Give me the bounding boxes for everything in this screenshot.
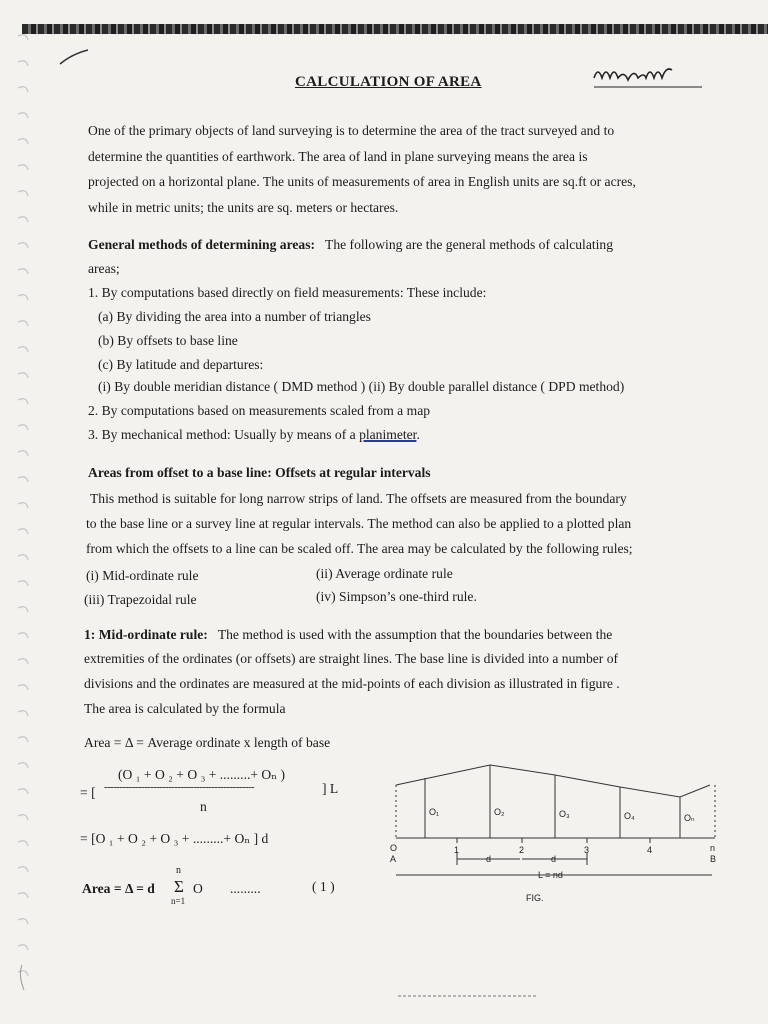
page-title: CALCULATION OF AREA [295,74,482,90]
method-item-3-text: 3. By mechanical method: Usually by means of a [88,427,360,442]
rule-trapezoidal: (iii) Trapezoidal rule [84,592,197,607]
offsets-heading: Areas from offset to a base line: Offsets at regular intervals [88,465,431,480]
rule-average-ordinate: (ii) Average ordinate rule [316,566,453,581]
mid-ordinate-figure [360,755,730,910]
tick-label-1: 1 [454,845,460,855]
handwritten-signature [590,56,710,101]
equation-number: ( 1 ) [312,879,335,894]
mid-ordinate-line [84,628,612,642]
general-methods-line [88,238,613,252]
length-label: L = nd [538,870,563,880]
formula-2-numerator: (O ₁ + O ₂ + O ₃ + .........+ Oₙ ) [118,767,286,782]
formula-2-denominator: n [200,799,207,814]
notebook-binding [0,0,40,1024]
mid-ordinate-heading: 1: Mid-ordinate rule: [84,627,208,642]
pen-mark [58,48,98,68]
boundary-line [396,765,710,797]
method-item-3-period: . [416,427,420,442]
offsets-line-2: to the base line or a survey line at regular intervals. The method can also be applied to a plotted plan [86,516,632,531]
offsets-line-3: from which the offsets to a line can be scaled off. The area may be calculated by the following rules; [86,541,633,556]
method-item-1c: (c) By latitude and departures: [98,357,264,372]
mid-ordinate-line-4: The area is calculated by the formula [84,701,286,716]
sigma-symbol: Σ [174,877,184,896]
method-item-1c-sub: (i) By double meridian distance ( DMD method ) (ii) By double parallel distance ( DPD method) [98,379,625,394]
sigma-upper-limit: n [176,865,181,876]
left-ordinate-label: O [390,843,398,853]
planimeter-term: planimeter [359,427,417,442]
intro-line-4: while in metric units; the units are sq. meters or hectares. [88,200,399,215]
right-ordinate-label: n [710,843,716,853]
formula-4-left: Area = Δ = d [82,881,155,896]
formula-4-o: O [193,881,203,896]
point-a-label: A [390,854,397,864]
mid-ordinate-text: The method is used with the assumption that the boundaries between the [217,627,613,642]
method-item-1b: (b) By offsets to base line [98,333,238,348]
tick-label-3: 3 [584,845,590,855]
method-item-1a: (a) By dividing the area into a number of triangles [98,309,371,324]
mid-ordinate-line-2: extremities of the ordinates (or offsets) are straight lines. The base line is divided into a number of [84,651,619,666]
intro-line-2: determine the quantities of earthwork. The area of land in plane surveying means the area is [88,149,588,164]
rule-mid-ordinate: (i) Mid-ordinate rule [86,568,199,583]
method-item-1: 1. By computations based directly on field measurements: These include: [88,285,487,300]
general-methods-text-2: areas; [88,261,120,276]
formula-1: Area = Δ = Average ordinate x length of base [84,735,331,750]
figure-caption: FIG. [526,893,544,903]
ordinate-label-o2: O₂ [494,807,505,817]
scan-edge-band [22,24,768,34]
tick-label-4: 4 [647,845,653,855]
formula-2-right: ] L [322,781,339,796]
mid-ordinate-line-3: divisions and the ordinates are measured at the mid-points of each division as illustrated in figure . [84,676,620,691]
d-label-1: d [486,854,492,864]
ordinate-label-o3: O₃ [559,809,570,819]
intro-line-1: One of the primary objects of land surveying is to determine the area of the tract surveyed and to [88,123,615,138]
offsets-line-1: This method is suitable for long narrow strips of land. The offsets are measured from the boundary [90,491,627,506]
sigma-lower-limit: n=1 [171,896,186,906]
formula-4-dots: ......... [230,881,261,896]
rule-simpson: (iv) Simpson’s one-third rule. [316,589,477,604]
formula-2-left: = [ [80,785,96,800]
tick-label-2: 2 [519,845,525,855]
ordinate-label-o1: O₁ [429,807,440,817]
general-methods-text: The following are the general methods of calculating [325,237,614,252]
bottom-edge-mark [398,992,538,1000]
ordinate-label-on: Oₙ [684,813,695,823]
intro-line-3: projected on a horizontal plane. The units of measurements of area in English units are sq.ft or acres, [88,174,636,189]
formula-2-fraction-bar: ------------------------------------------------- [104,781,255,793]
general-methods-heading: General methods of determining areas: [88,237,316,252]
d-label-2: d [551,854,557,864]
ordinate-label-o4: O₄ [624,811,635,821]
figure-svg [360,755,730,905]
point-b-label: B [710,854,717,864]
method-item-2: 2. By computations based on measurements scaled from a map [88,403,431,418]
formula-3: = [O ₁ + O ₂ + O ₃ + .........+ Oₙ ] d [80,831,269,846]
method-item-3 [88,428,420,442]
